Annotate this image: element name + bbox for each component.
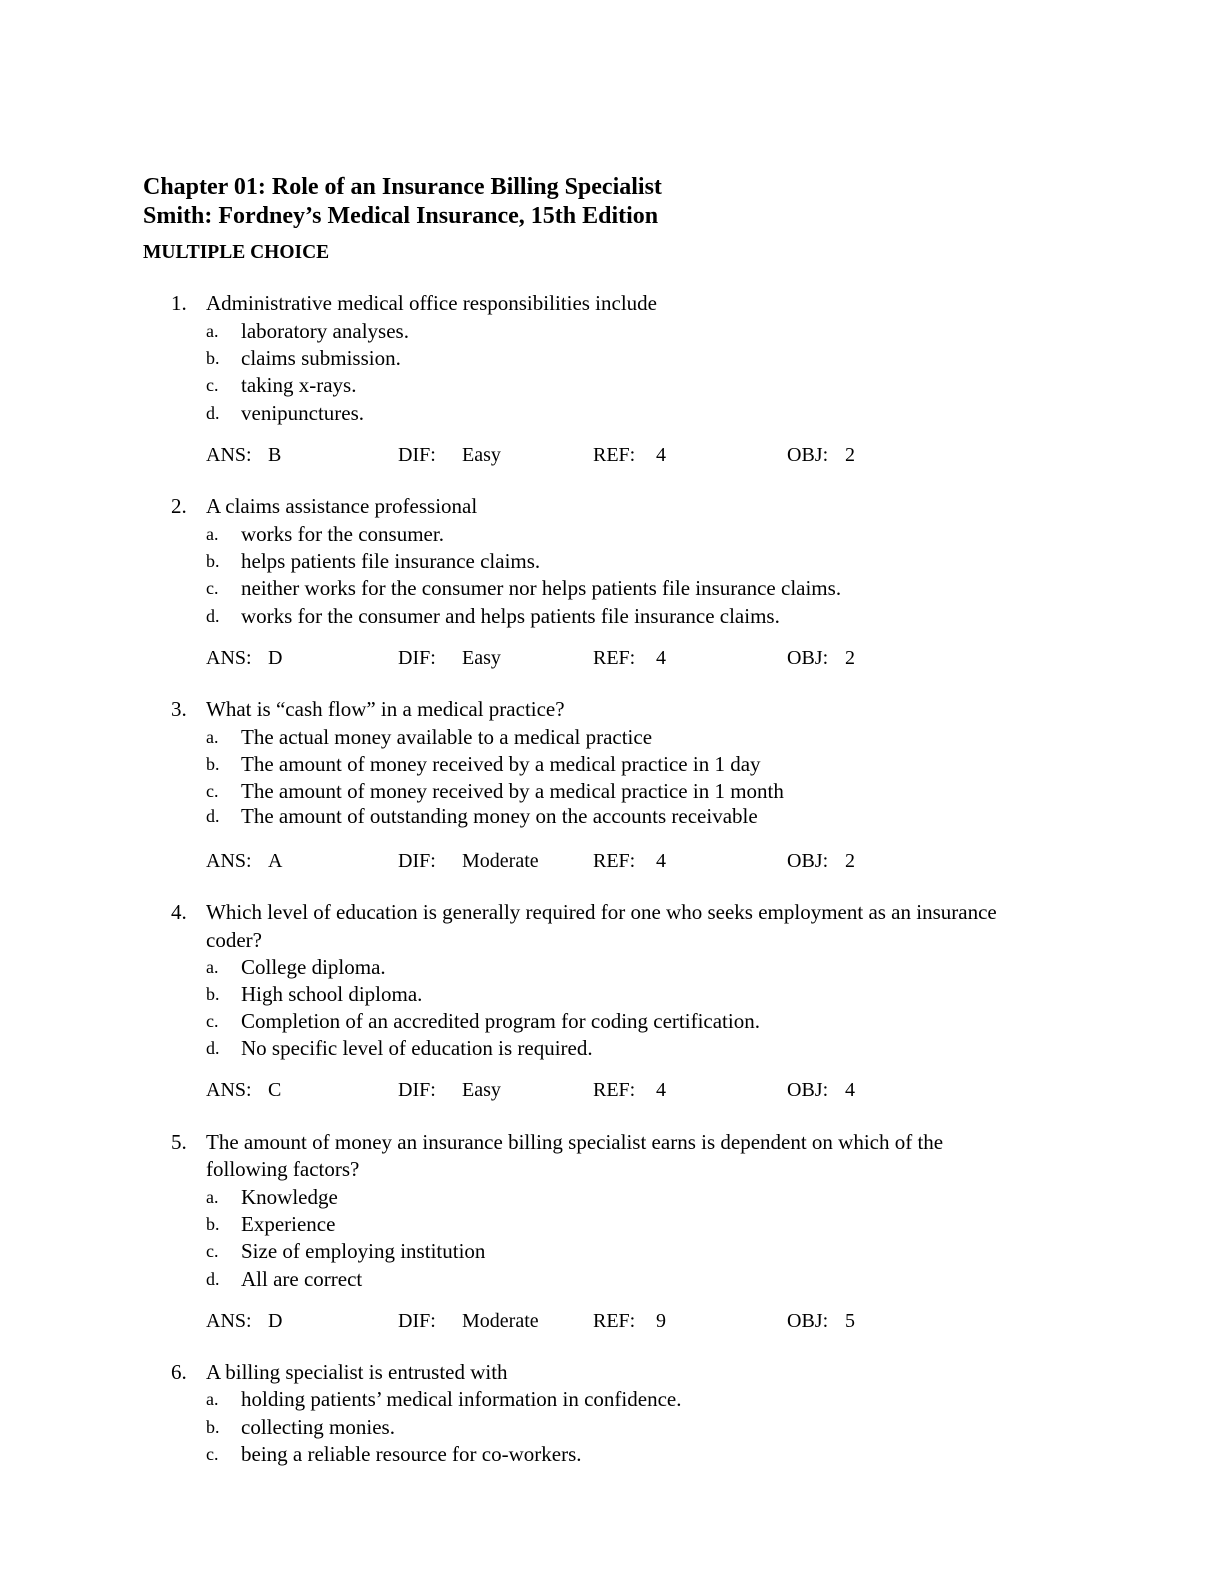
dif-value: Easy	[462, 444, 501, 466]
obj-label: OBJ:	[787, 444, 829, 466]
option-label: c.	[206, 1011, 219, 1031]
question-number: 3.	[171, 697, 187, 721]
ans-value: B	[268, 444, 282, 466]
ref-label: REF:	[593, 1079, 636, 1101]
question-stem: Which level of education is generally required for one who seeks employment as an insurance	[206, 900, 997, 924]
option-label: d.	[206, 403, 220, 423]
dif-label: DIF:	[398, 647, 436, 669]
dif-label: DIF:	[398, 850, 436, 872]
option-text: Experience	[241, 1212, 336, 1236]
obj-label: OBJ:	[787, 647, 829, 669]
book-title: Smith: Fordney’s Medical Insurance, 15th Edition	[143, 203, 659, 229]
question-number: 2.	[171, 494, 187, 518]
question-number: 6.	[171, 1360, 187, 1384]
ref-value: 4	[656, 444, 666, 466]
obj-value: 4	[845, 1079, 855, 1101]
option-text: laboratory analyses.	[241, 319, 409, 343]
option-text: helps patients file insurance claims.	[241, 549, 541, 573]
option-label: a.	[206, 727, 219, 747]
option-label: b.	[206, 551, 220, 571]
ref-label: REF:	[593, 444, 636, 466]
option-text: works for the consumer.	[241, 522, 444, 546]
obj-value: 2	[845, 647, 855, 669]
dif-value: Moderate	[462, 850, 539, 872]
option-label: d.	[206, 606, 220, 626]
option-label: b.	[206, 348, 220, 368]
option-label: b.	[206, 984, 220, 1004]
option-label: a.	[206, 321, 219, 341]
option-label: d.	[206, 1269, 220, 1289]
option-text: works for the consumer and helps patients file insurance claims.	[241, 604, 780, 628]
ans-label: ANS:	[206, 1310, 252, 1332]
option-text: claims submission.	[241, 346, 401, 370]
obj-label: OBJ:	[787, 1310, 829, 1332]
option-label: a.	[206, 524, 219, 544]
ref-value: 4	[656, 1079, 666, 1101]
option-text: being a reliable resource for co-workers.	[241, 1442, 582, 1466]
dif-value: Moderate	[462, 1310, 539, 1332]
option-label: b.	[206, 1417, 220, 1437]
option-text: The amount of outstanding money on the accounts receivable	[241, 804, 758, 828]
option-label: c.	[206, 1444, 219, 1464]
chapter-title: Chapter 01: Role of an Insurance Billing Specialist	[143, 174, 662, 200]
option-text: Knowledge	[241, 1185, 338, 1209]
dif-value: Easy	[462, 1079, 501, 1101]
dif-label: DIF:	[398, 1310, 436, 1332]
ans-label: ANS:	[206, 1079, 252, 1101]
ref-label: REF:	[593, 647, 636, 669]
option-text: The amount of money received by a medical practice in 1 month	[241, 779, 784, 803]
question-stem: A claims assistance professional	[206, 494, 478, 518]
option-label: d.	[206, 806, 220, 826]
question-stem: The amount of money an insurance billing specialist earns is dependent on which of the	[206, 1130, 944, 1154]
option-label: b.	[206, 1214, 220, 1234]
option-text: taking x-rays.	[241, 373, 357, 397]
option-text: All are correct	[241, 1267, 363, 1291]
obj-value: 2	[845, 444, 855, 466]
ref-label: REF:	[593, 1310, 636, 1332]
dif-value: Easy	[462, 647, 501, 669]
ans-label: ANS:	[206, 647, 252, 669]
question-stem: A billing specialist is entrusted with	[206, 1360, 508, 1384]
option-text: The amount of money received by a medical practice in 1 day	[241, 752, 761, 776]
obj-value: 2	[845, 850, 855, 872]
question-number: 4.	[171, 900, 187, 924]
option-label: a.	[206, 1389, 219, 1409]
question-stem-continued: coder?	[206, 928, 262, 952]
ref-value: 4	[656, 647, 666, 669]
dif-label: DIF:	[398, 1079, 436, 1101]
option-text: venipunctures.	[241, 401, 365, 425]
ans-label: ANS:	[206, 444, 252, 466]
ans-value: D	[268, 1310, 283, 1332]
option-text: holding patients’ medical information in confidence.	[241, 1387, 682, 1411]
obj-label: OBJ:	[787, 850, 829, 872]
ref-label: REF:	[593, 850, 636, 872]
option-text: College diploma.	[241, 955, 386, 979]
option-label: c.	[206, 1241, 219, 1261]
question-stem-continued: following factors?	[206, 1157, 360, 1181]
option-label: c.	[206, 578, 219, 598]
question-number: 1.	[171, 291, 187, 315]
option-text: collecting monies.	[241, 1415, 395, 1439]
ans-value: D	[268, 647, 283, 669]
ref-value: 9	[656, 1310, 666, 1332]
ans-value: A	[268, 850, 283, 872]
option-text: Size of employing institution	[241, 1239, 486, 1263]
option-label: a.	[206, 957, 219, 977]
option-text: High school diploma.	[241, 982, 423, 1006]
question-stem: What is “cash flow” in a medical practice?	[206, 697, 565, 721]
option-text: No specific level of education is required.	[241, 1036, 593, 1060]
dif-label: DIF:	[398, 444, 436, 466]
obj-value: 5	[845, 1310, 855, 1332]
ref-value: 4	[656, 850, 666, 872]
option-text: The actual money available to a medical practice	[241, 725, 653, 749]
ans-value: C	[268, 1079, 282, 1101]
option-label: b.	[206, 754, 220, 774]
option-label: a.	[206, 1187, 219, 1207]
ans-label: ANS:	[206, 850, 252, 872]
option-text: Completion of an accredited program for coding certification.	[241, 1009, 760, 1033]
question-stem: Administrative medical office responsibilities include	[206, 291, 657, 315]
option-label: c.	[206, 375, 219, 395]
option-label: c.	[206, 781, 219, 801]
section-heading: MULTIPLE CHOICE	[143, 242, 330, 263]
obj-label: OBJ:	[787, 1079, 829, 1101]
option-text: neither works for the consumer nor helps patients file insurance claims.	[241, 576, 842, 600]
question-number: 5.	[171, 1130, 187, 1154]
option-label: d.	[206, 1038, 220, 1058]
